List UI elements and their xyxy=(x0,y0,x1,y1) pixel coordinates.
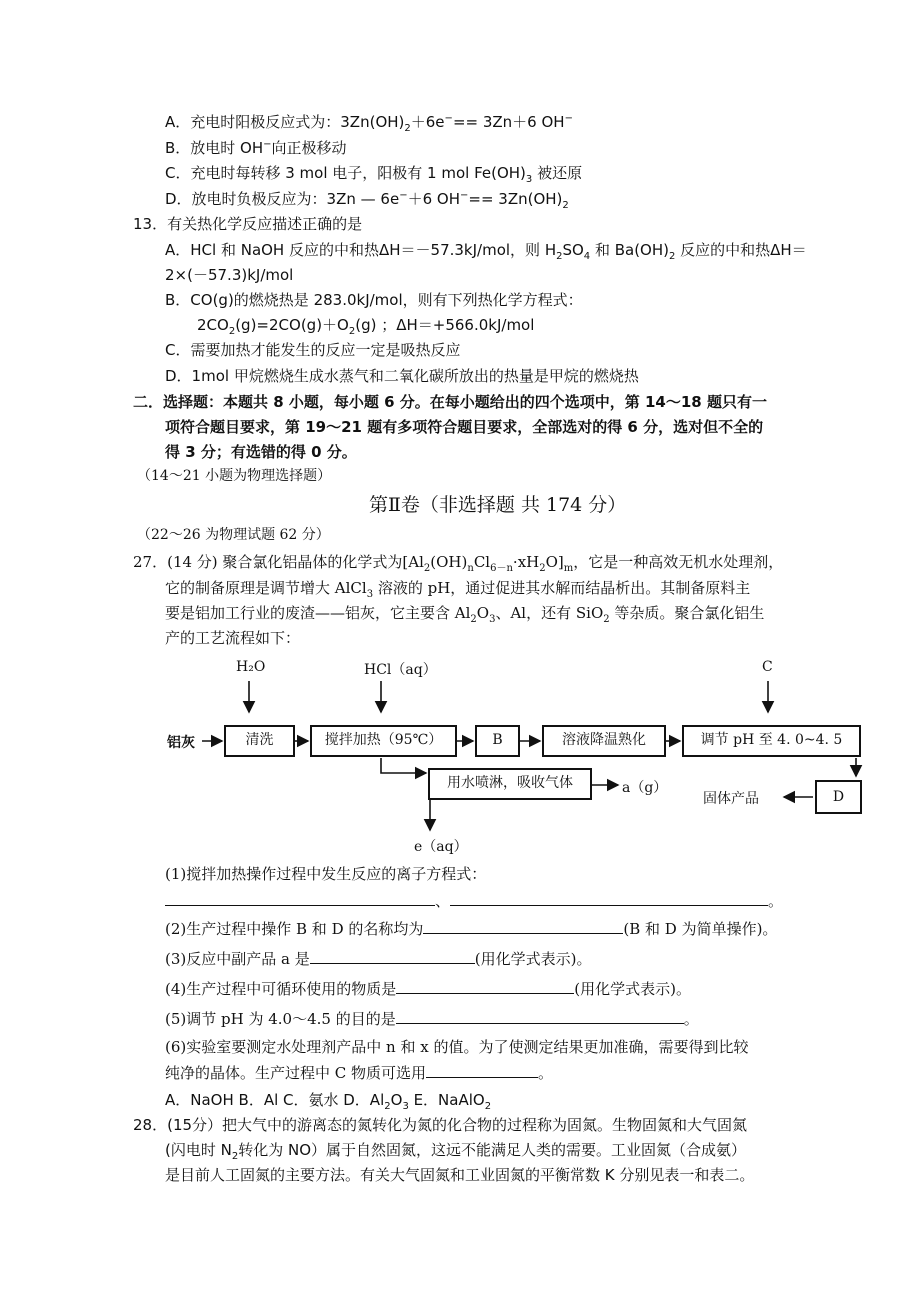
q12-option-d: D．放电时负极反应为：3Zn — 6e−＋6 $OH^-== 3Zn(OH)_2$ xyxy=(165,190,569,211)
flow-ash-label: 铝灰 xyxy=(167,735,195,751)
flow-box-stir: 搅拌加热（95℃） xyxy=(310,725,457,757)
q13-option-a-cont: 2×(－57.3)kJ/mol xyxy=(165,266,294,284)
q27-stem-line3: 要是铝加工行业的废渣——铝灰，它主要含 $Al_2O_3$、Al，还有 SiO$_2$ 等杂质。聚合氯化铝生 xyxy=(165,604,765,625)
q27-sub6-options: A．NaOH B．Al C．氨水 D．$Al_2O_3$ E．NaAlO$_2$ xyxy=(165,1091,492,1112)
section2-line1: 二．选择题：本题共 8 小题，每小题 6 分。在每小题给出的四个选项中，第 14～18 题只有一 xyxy=(133,393,767,411)
part2-note: （22～26 为物理试题 62 分） xyxy=(137,527,330,543)
q12-option-a: A．充电时阳极反应式为：$3Zn(OH)_2+6e^-== 3Zn+6$ OH− xyxy=(165,113,573,134)
q13-stem: 13．有关热化学反应描述正确的是 xyxy=(133,215,363,233)
part2-title: 第Ⅱ卷（非选择题 共 174 分） xyxy=(369,494,627,516)
q13-option-d: D．1mol 甲烷燃烧生成水蒸气和二氧化碳所放出的热量是甲烷的燃烧热 xyxy=(165,367,639,385)
flow-c-label: C xyxy=(762,659,773,675)
flow-h2o-label: H₂O xyxy=(236,659,266,675)
q27-sub6-line1: (6)实验室要测定水处理剂产品中 n 和 x 的值。为了使测定结果更加准确，需要得到比较 xyxy=(165,1038,749,1056)
flow-hcl-label: HCl（aq） xyxy=(364,662,437,678)
answer-blank-1a[interactable] xyxy=(165,890,435,906)
q12-option-c: C．充电时每转移 3 mol 电子，阳极有 1 mol $Fe(OH)_3$ 被还原 xyxy=(165,164,583,185)
q27-stem-line2: 它的制备原理是调节增大 AlCl$_3$ 溶液的 pH，通过促进其水解而结晶析出。其制备原料主 xyxy=(165,579,751,600)
q12-option-b: B．放电时 OH−向正极移动 xyxy=(165,139,347,157)
q27-sub1: (1)搅拌加热操作过程中发生反应的离子方程式： xyxy=(165,865,487,883)
flow-box-spray: 用水喷淋，吸收气体 xyxy=(428,768,592,800)
flow-gas-a-label: a（g） xyxy=(622,780,668,796)
section2-line2: 项符合题目要求，第 19～21 题有多项符合题目要求，全部选对的得 6 分，选对但不全的 xyxy=(165,418,764,436)
flow-box-b: B xyxy=(475,725,520,757)
flow-eaq-label: e（aq） xyxy=(414,839,468,855)
flow-box-wash: 清洗 xyxy=(224,725,295,757)
answer-blank-4[interactable] xyxy=(396,978,574,994)
answer-blank-2[interactable] xyxy=(423,918,623,934)
flow-solid-product-label: 固体产品 xyxy=(703,791,759,807)
q27-sub5: (5)调节 pH 为 4.0～4.5 的目的是 。 xyxy=(165,1010,699,1028)
q27-sub4: (4)生产过程中可循环使用的物质是 (用化学式表示)。 xyxy=(165,980,691,998)
q13-option-c: C．需要加热才能发生的反应一定是吸热反应 xyxy=(165,341,461,359)
flow-box-d: D xyxy=(815,780,862,814)
answer-blank-5[interactable] xyxy=(396,1008,684,1024)
q27-stem-line4: 产的工艺流程如下： xyxy=(165,629,301,647)
section2-note: （14～21 小题为物理选择题） xyxy=(137,468,332,484)
q28-line1: 28．(15分）把大气中的游离态的氮转化为氮的化合物的过程称为固氮。生物固氮和大气固氮 xyxy=(133,1116,748,1134)
answer-blank-1b[interactable] xyxy=(450,890,768,906)
q27-sub1-answer: 、 。 xyxy=(165,890,783,911)
q27-stem-line1: 27．(14 分) 聚合氯化铝晶体的化学式为$[Al_2(OH)_nCl_{6-n}\cdot xH_2O]_m$，它是一种高效无机水处理剂， xyxy=(133,553,784,574)
section2-line3: 得 3 分；有选错的得 0 分。 xyxy=(165,443,357,461)
answer-blank-3[interactable] xyxy=(310,948,475,964)
q13-option-b: B．CO(g)的燃烧热是 283.0kJ/mol，则有下列热化学方程式： xyxy=(165,291,583,309)
q13-option-a: A．HCl 和 NaOH 反应的中和热ΔH＝－57.3kJ/mol，则 $H_2SO_4$ 和 $Ba(OH)_2$ 反应的中和热ΔH＝ xyxy=(165,241,807,262)
q28-line3: 是目前人工固氮的主要方法。有关大气固氮和工业固氮的平衡常数 K 分别见表一和表二。 xyxy=(165,1166,755,1184)
q27-sub2: (2)生产过程中操作 B 和 D 的名称均为 (B 和 D 为简单操作)。 xyxy=(165,920,778,938)
arrow-stir-spray xyxy=(381,758,426,773)
q13-option-b-equation: $2CO_2(g)=2CO(g)+O_2(g)$ ；ΔH＝+566.0kJ/mol xyxy=(197,316,535,337)
flow-box-ph: 调节 pH 至 4. 0~4. 5 xyxy=(682,725,861,757)
q28-line2: (闪电时 $N_2$转化为 NO）属于自然固氮，这远不能满足人类的需要。工业固氮（合成氨） xyxy=(165,1141,747,1162)
q27-sub3: (3)反应中副产品 a 是 (用化学式表示)。 xyxy=(165,950,592,968)
q27-sub6-line2: 纯净的晶体。生产过程中 C 物质可选用 。 xyxy=(165,1064,554,1082)
flow-box-cool: 溶液降温熟化 xyxy=(542,725,666,757)
answer-blank-6[interactable] xyxy=(426,1062,538,1078)
